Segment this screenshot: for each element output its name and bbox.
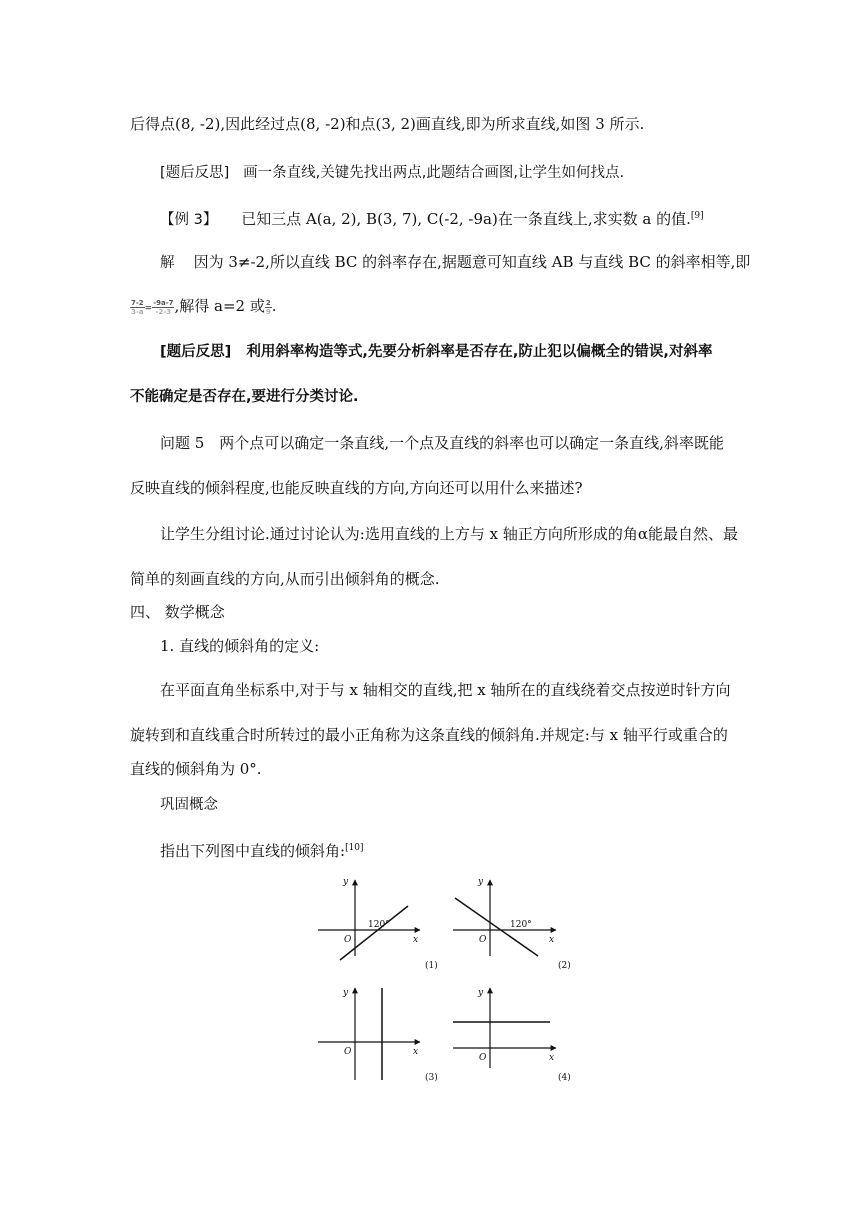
discussion	[160, 524, 738, 544]
definition-text: 旋转到和直线重合时所转过的最小正角称为这条直线的倾斜角.并规定:与 x 轴平行或重合的	[130, 726, 728, 744]
origin-4: O	[479, 1053, 487, 1063]
reflection-2	[160, 342, 712, 362]
x-label-1: x	[413, 935, 419, 945]
question-text: 问题 5 两个点可以确定一条直线,一个点及直线的斜率也可以确定一条直线,斜率既能	[160, 434, 724, 452]
discussion-cont	[130, 569, 440, 589]
reflection-text: 画一条直线,关键先找出两点,此题结合画图,让学生如何找点.	[243, 165, 625, 181]
fraction-numerator: 7-2	[131, 298, 144, 307]
paragraph-continuation	[130, 114, 644, 134]
solution-line	[160, 252, 750, 273]
fraction-2	[152, 299, 174, 316]
y-label-2: y	[478, 877, 484, 887]
section-heading	[130, 602, 225, 622]
y-label-3: y	[343, 988, 349, 998]
period: .	[271, 297, 277, 315]
exercise-prompt	[160, 838, 364, 861]
example-text: 已知三点 A(a, 2), B(3, 7), C(-2, -9a)在一条直线上,求实数 a 的值.	[241, 210, 691, 228]
solution-equation	[130, 296, 277, 319]
angle-label-2: 120°	[510, 920, 532, 930]
definition-text: 在平面直角坐标系中,对于与 x 轴相交的直线,把 x 轴所在的直线绕着交点按逆时针方向	[160, 681, 731, 699]
discussion-text: 简单的刻画直线的方向,从而引出倾斜角的概念.	[130, 570, 440, 588]
x-label-4: x	[549, 1053, 555, 1063]
reflection-text: 不能确定是否存在,要进行分类讨论.	[130, 389, 359, 405]
solution-text: 因为 3≠-2,所以直线 BC 的斜率存在,据题意可知直线 AB 与直线 BC 的斜率相等,即	[193, 253, 751, 271]
heading-text: 1. 直线的倾斜角的定义:	[160, 637, 320, 655]
x-label-3: x	[413, 1047, 419, 1057]
solution-result: ,解得 a=2 或	[174, 297, 265, 315]
citation-ref: [10]	[345, 843, 364, 853]
x-label-2: x	[549, 935, 555, 945]
y-label-4: y	[478, 988, 484, 998]
definition	[160, 680, 731, 700]
fraction-denominator: 9	[265, 307, 271, 316]
consolidate-heading	[160, 795, 218, 815]
origin-3: O	[344, 1047, 352, 1057]
panel-label-3: (3)	[425, 1073, 438, 1083]
reflection-text: 利用斜率构造等式,先要分析斜率是否存在,防止犯以偏概全的错误,对斜率	[246, 344, 713, 360]
heading-text: 巩固概念	[160, 797, 218, 813]
y-label-1: y	[343, 877, 349, 887]
equals-sign: =	[144, 304, 153, 314]
panel-label-2: (2)	[558, 961, 571, 971]
fraction-numerator: -9a-7	[153, 298, 174, 307]
question-5	[160, 433, 724, 453]
question-5-cont	[130, 478, 583, 498]
reflection-1	[160, 163, 624, 183]
angle-label-1: 120°	[368, 920, 390, 930]
reflection-label: [题后反思]	[160, 344, 232, 360]
origin-2: O	[479, 935, 487, 945]
line-1	[340, 906, 408, 960]
fraction-numerator: 2	[265, 298, 271, 307]
panel-label-4: (4)	[558, 1073, 571, 1083]
citation-ref: [9]	[690, 211, 704, 221]
fraction-denominator: -2-3	[155, 307, 172, 316]
discussion-text: 让学生分组讨论.通过讨论认为:选用直线的上方与 x 轴正方向所形成的角α能最自然、最	[160, 525, 738, 543]
definition-heading	[160, 636, 319, 656]
panel-label-1: (1)	[425, 961, 438, 971]
example-label: 【例 3】	[160, 212, 218, 228]
fraction-1	[130, 299, 145, 316]
definition-text: 直线的倾斜角为 0°.	[130, 760, 262, 778]
text: 后得点(8, -2),因此经过点(8, -2)和点(3, 2)画直线,即为所求直线,如图 3 所示.	[130, 115, 645, 133]
solution-label: 解	[160, 255, 175, 271]
question-text: 反映直线的倾斜程度,也能反映直线的方向,方向还可以用什么来描述?	[130, 479, 583, 497]
inclination-figures	[310, 868, 580, 1093]
heading-text: 四、 数学概念	[130, 603, 225, 621]
definition-cont-1	[130, 725, 728, 745]
fraction-denominator: 3-a	[131, 307, 144, 316]
figure-svg	[310, 868, 580, 1093]
prompt-text: 指出下列图中直线的倾斜角:	[160, 842, 346, 860]
origin-1: O	[344, 935, 352, 945]
reflection-label: [题后反思]	[160, 165, 230, 181]
fraction-3	[265, 299, 272, 316]
definition-cont-2	[130, 759, 262, 779]
example-3	[160, 206, 704, 230]
reflection-2-cont	[130, 387, 359, 407]
